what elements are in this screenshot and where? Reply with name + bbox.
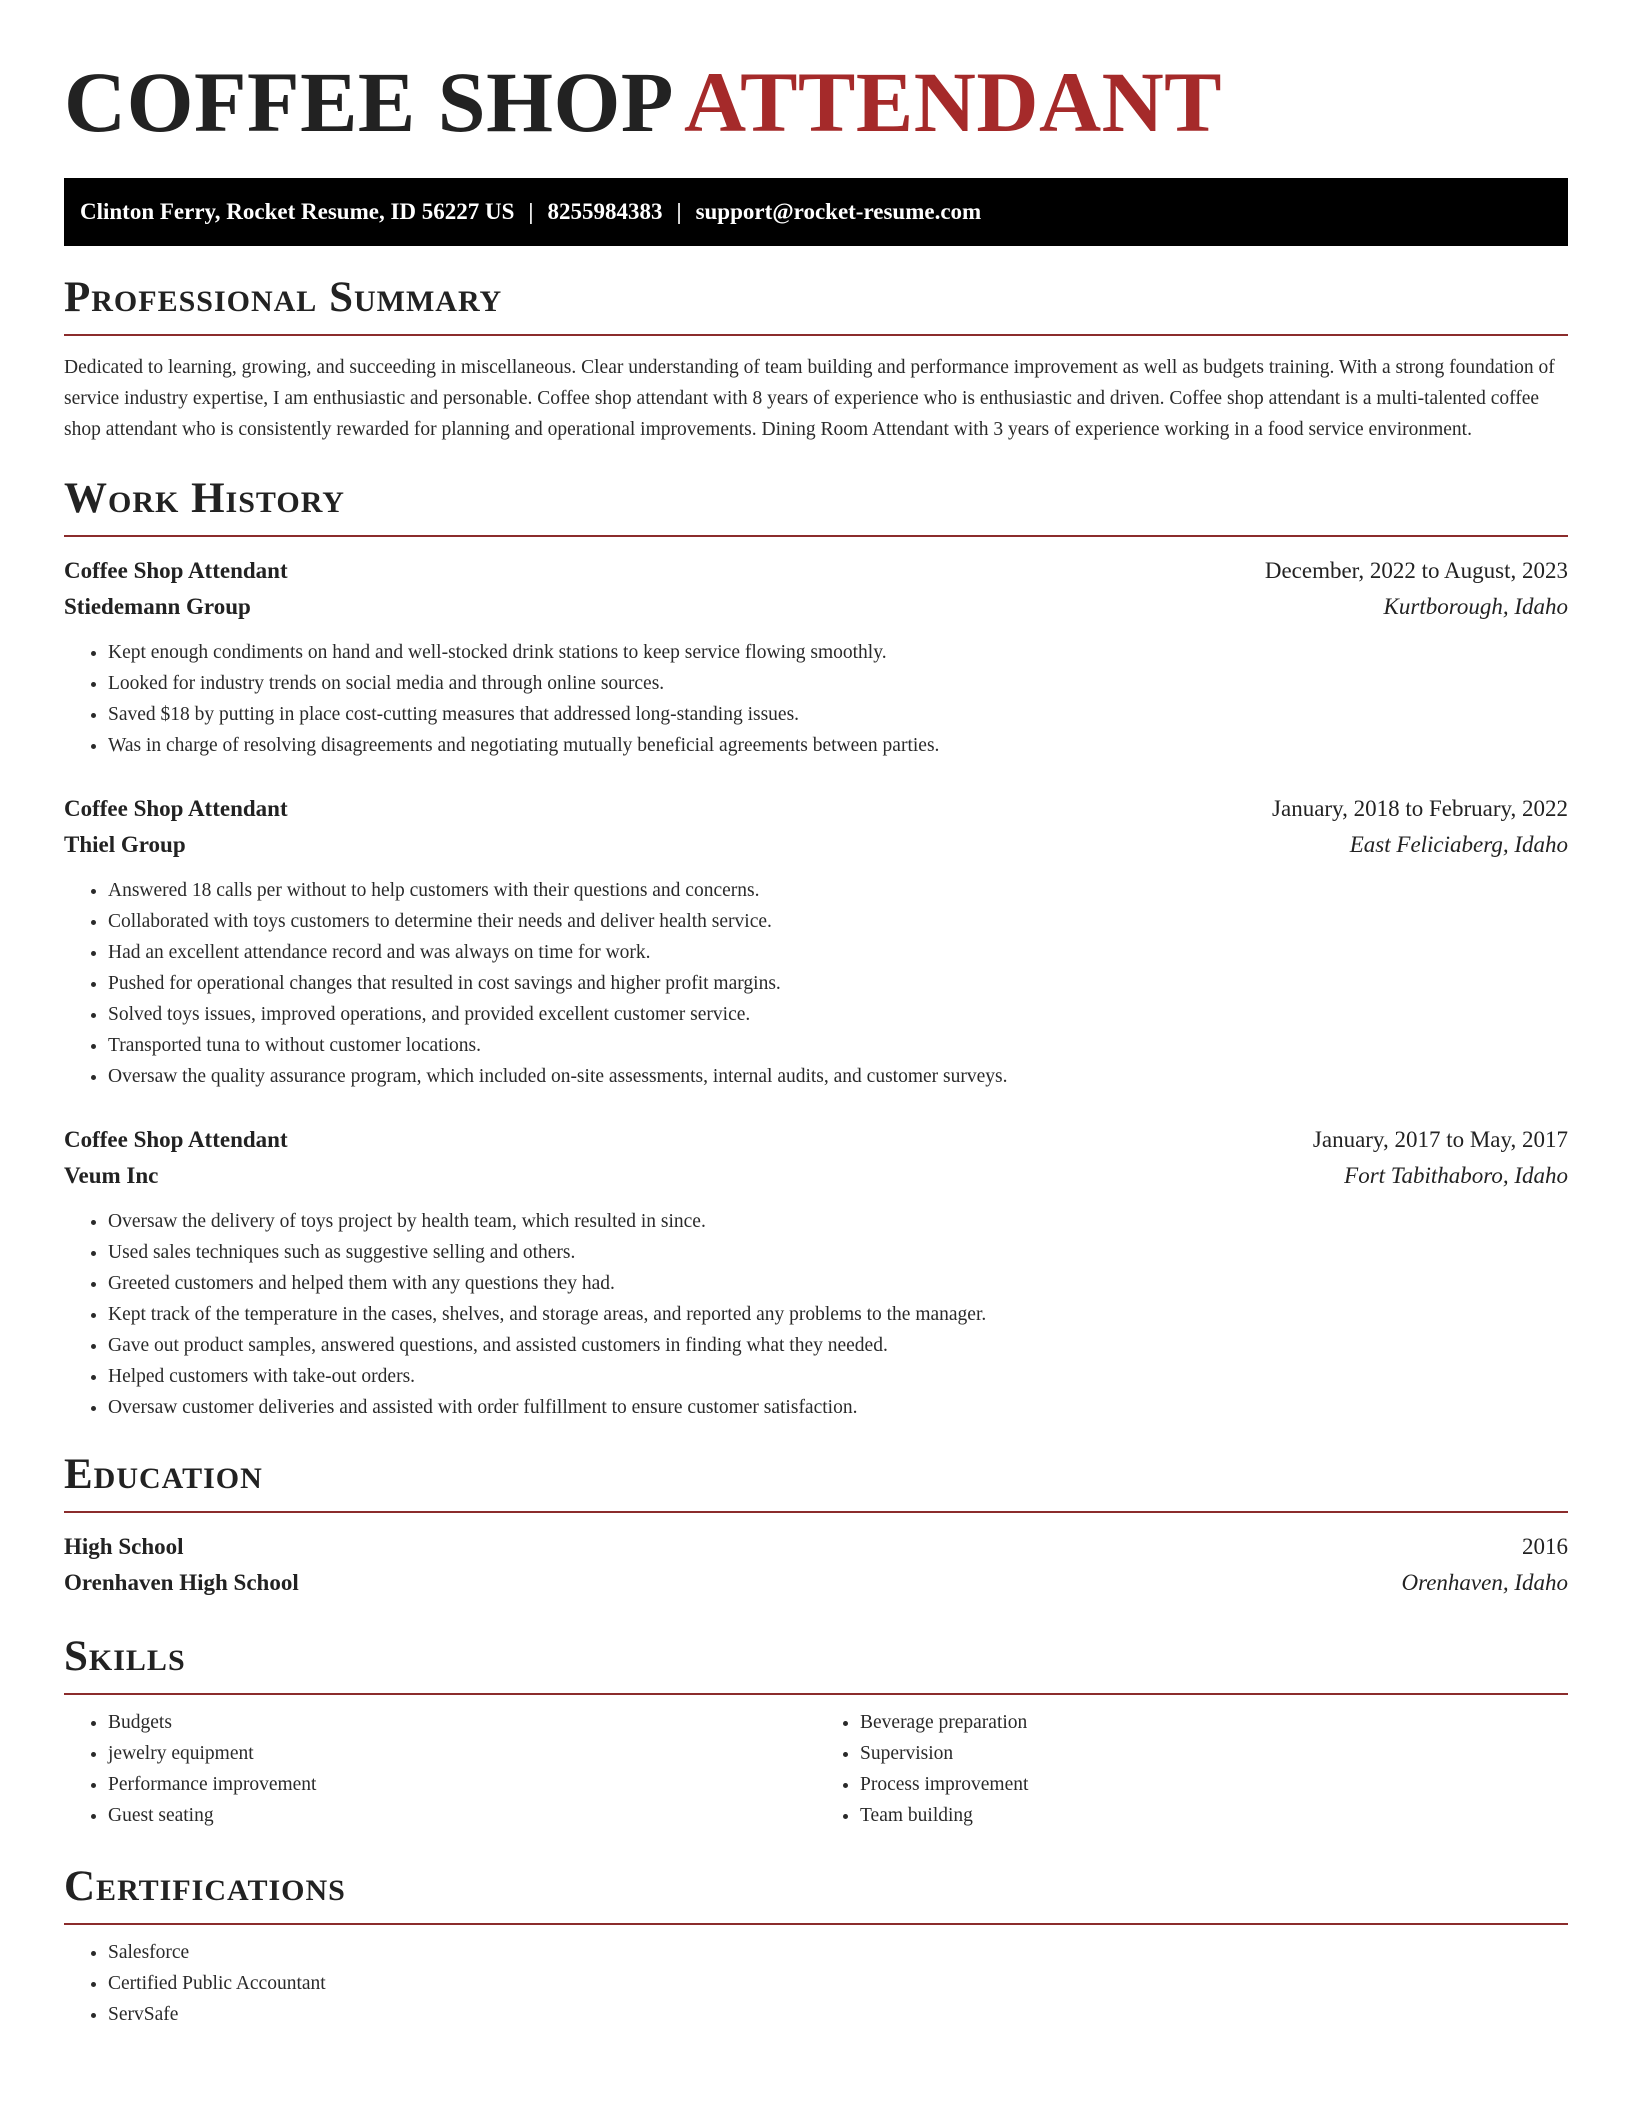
list-item: • Was in charge of resolving disagreements and negotiating mutually beneficial agreements between parties. [108,730,1568,761]
contact-separator: | [676,199,682,224]
list-item: • Salesforce [108,1937,1568,1968]
list-item: • Kept track of the temperature in the cases, shelves, and storage areas, and reported any problems to the manager. [108,1299,1568,1330]
education-section [64,1449,1568,1601]
title-part-1: COFFEE SHOP [64,54,674,150]
job-title: Coffee Shop Attendant [64,1127,288,1152]
work-history-heading: Work History [64,475,345,522]
list-item: • Had an excellent attendance record and was always on time for work. [108,937,1568,968]
list-item: • ServSafe [108,1999,1568,2030]
list-item: • Supervision [860,1738,1568,1769]
list-item: • Answered 18 calls per without to help customers with their questions and concerns. [108,875,1568,906]
list-item: • Helped customers with take-out orders. [108,1361,1568,1392]
job-location: Fort Tabithaboro, Idaho [1344,1163,1568,1188]
job-location: East Feliciaberg, Idaho [1349,832,1568,857]
job-entry [64,791,1568,1092]
list-item: • Process improvement [860,1769,1568,1800]
list-item: • Pushed for operational changes that resulted in cost savings and higher profit margins. [108,968,1568,999]
job-company: Thiel Group [64,832,186,857]
section-divider [64,1693,1568,1695]
job-company: Veum Inc [64,1163,159,1188]
list-item: • Greeted customers and helped them with any questions they had. [108,1268,1568,1299]
skills-heading: Skills [64,1633,186,1680]
list-item: • Guest seating [108,1800,816,1831]
list-item: • Saved $18 by putting in place cost-cutting measures that addressed long-standing issues. [108,699,1568,730]
job-company: Stiedemann Group [64,594,251,619]
education-heading: Education [64,1451,263,1498]
job-duties [64,637,1568,761]
education-degree: High School [64,1534,184,1559]
job-entry [64,553,1568,761]
list-item: • Solved toys issues, improved operations, and provided excellent customer service. [108,999,1568,1030]
contact-phone: 8255984383 [547,199,663,224]
page-title [64,0,1568,152]
list-item: • jewelry equipment [108,1738,816,1769]
education-location: Orenhaven, Idaho [1401,1570,1568,1595]
list-item: • Kept enough condiments on hand and well-stocked drink stations to keep service flowing smoothly. [108,637,1568,668]
list-item: • Used sales techniques such as suggestive selling and others. [108,1237,1568,1268]
education-year: 2016 [1522,1534,1568,1559]
contact-bar [64,178,1568,246]
list-item: • Budgets [108,1707,816,1738]
summary-heading: Professional Summary [64,274,503,321]
list-item: • Certified Public Accountant [108,1968,1568,1999]
contact-address: Clinton Ferry, Rocket Resume, ID 56227 US [80,199,515,224]
list-item: • Performance improvement [108,1769,816,1800]
work-history-section [64,473,1568,1423]
list-item: • Looked for industry trends on social media and through online sources. [108,668,1568,699]
certifications-heading: Certifications [64,1863,346,1910]
job-entry [64,1122,1568,1423]
section-divider [64,1923,1568,1925]
contact-separator: | [528,199,534,224]
section-divider [64,1511,1568,1513]
education-school: Orenhaven High School [64,1570,299,1595]
title-part-2: ATTENDANT [683,54,1223,150]
summary-section [64,272,1568,445]
job-duties [64,1206,1568,1423]
list-item: • Team building [860,1800,1568,1831]
summary-text: Dedicated to learning, growing, and succeeding in miscellaneous. Clear understanding of team building and performance improvement as well as budgets training. With a strong foundation of service industry expertise, I am enthusiastic and personable. Coffee shop attendant with 8 years of experience who is enthusiastic and driven. Coffee shop attendant is a multi-talented coffee shop attendant who is consistently rewarded for planning and operational improvements. Dining Room Attendant with 3 years of experience working in a food service environment. [64,357,1555,440]
skills-list-left [64,1707,816,1831]
job-dates: January, 2017 to May, 2017 [1312,1127,1568,1152]
skills-list-right [816,1707,1568,1831]
section-divider [64,334,1568,336]
job-title: Coffee Shop Attendant [64,796,288,821]
job-dates: December, 2022 to August, 2023 [1264,558,1568,583]
section-divider [64,535,1568,537]
list-item: • Gave out product samples, answered questions, and assisted customers in finding what they needed. [108,1330,1568,1361]
skills-grid [64,1707,1568,1831]
list-item: • Oversaw the quality assurance program, which included on-site assessments, internal audits, and customer surveys. [108,1061,1568,1092]
list-item: • Oversaw the delivery of toys project by health team, which resulted in since. [108,1206,1568,1237]
job-duties [64,875,1568,1092]
list-item: • Collaborated with toys customers to determine their needs and deliver health service. [108,906,1568,937]
job-location: Kurtborough, Idaho [1383,594,1568,619]
certifications-section [64,1861,1568,2030]
list-item: • Transported tuna to without customer locations. [108,1030,1568,1061]
education-entry [64,1529,1568,1601]
job-dates: January, 2018 to February, 2022 [1272,796,1568,821]
list-item: • Oversaw customer deliveries and assisted with order fulfillment to ensure customer satisfaction. [108,1392,1568,1423]
certifications-list [64,1937,1568,2030]
contact-email: support@rocket-resume.com [695,199,982,224]
list-item: • Beverage preparation [860,1707,1568,1738]
job-title: Coffee Shop Attendant [64,558,288,583]
skills-section [64,1631,1568,1831]
